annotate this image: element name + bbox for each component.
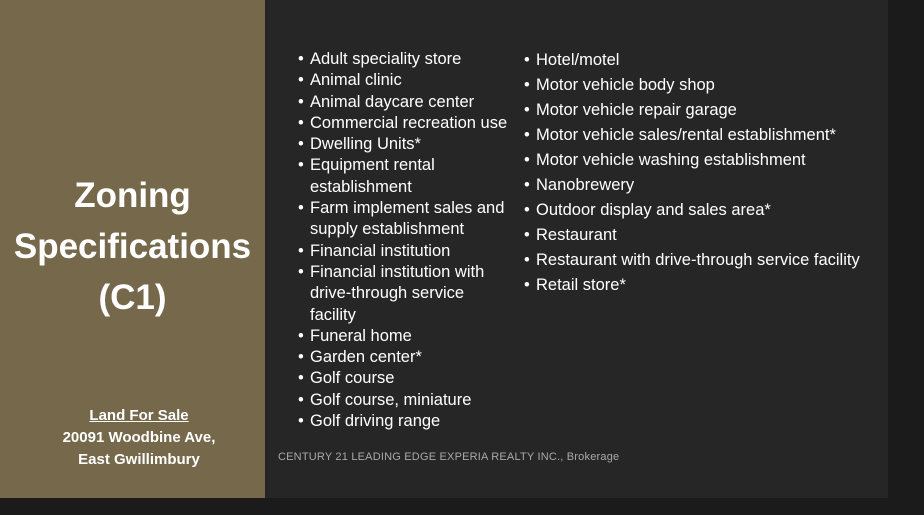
title-line-1: Zoning (74, 176, 191, 215)
list-item: • Garden center* (298, 347, 508, 368)
list-item: • Restaurant with drive-through service facility (524, 248, 884, 273)
property-address-block (0, 405, 278, 471)
list-item: • Equipment rental establishment (298, 155, 508, 198)
brokerage-footer: CENTURY 21 LEADING EDGE EXPERIA REALTY INC., Brokerage (278, 451, 620, 463)
list-item: • Financial institution (298, 241, 508, 262)
title-line-2: Specifications (13, 227, 252, 266)
list-item: • Motor vehicle sales/rental establishment* (524, 123, 884, 148)
list-item: • Nanobrewery (524, 173, 884, 198)
list-item: • Golf driving range (298, 411, 508, 432)
list-item: • Adult speciality store (298, 49, 508, 70)
permitted-uses-list-1 (298, 49, 508, 432)
list-item: • Restaurant (524, 223, 884, 248)
list-item: • Animal daycare center (298, 92, 508, 113)
list-item: • Outdoor display and sales area* (524, 198, 884, 223)
list-item: • Golf course (298, 368, 508, 389)
land-for-sale-link[interactable]: Land For Sale (89, 407, 189, 424)
list-item: • Financial institution with drive-through service facility (298, 262, 508, 326)
title-line-3: (C1) (98, 278, 167, 317)
address-line-2: East Gwillimbury (78, 451, 200, 468)
list-item: • Golf course, miniature (298, 390, 508, 411)
page-title (0, 170, 265, 323)
list-item: • Motor vehicle repair garage (524, 98, 884, 123)
list-item: • Funeral home (298, 326, 508, 347)
list-item: • Animal clinic (298, 70, 508, 91)
address-line-1: 20091 Woodbine Ave, (62, 429, 216, 446)
list-item: • Motor vehicle body shop (524, 73, 884, 98)
list-item: • Commercial recreation use (298, 113, 508, 134)
list-item: • Dwelling Units* (298, 134, 508, 155)
list-item: • Farm implement sales and supply establishment (298, 198, 508, 241)
list-item: • Motor vehicle washing establishment (524, 148, 884, 173)
list-item: • Hotel/motel (524, 48, 884, 73)
permitted-uses-list-2 (524, 48, 884, 298)
list-item: • Retail store* (524, 273, 884, 298)
